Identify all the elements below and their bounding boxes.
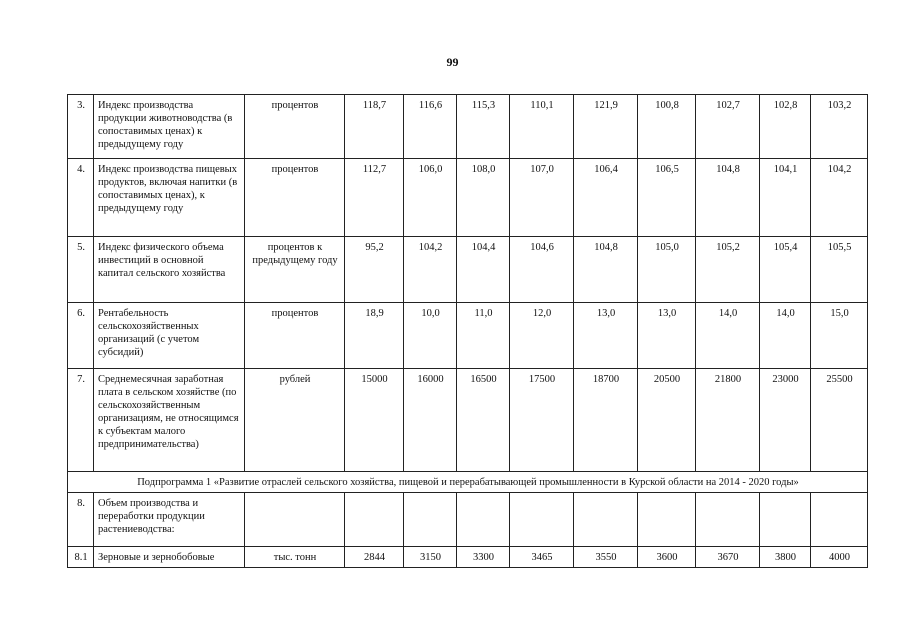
value-cell: 121,9: [574, 95, 638, 159]
value-cell: 115,3: [457, 95, 510, 159]
indicator-name: Индекс физического объема инвестиций в основной капитал сельского хозяйства: [94, 237, 245, 303]
value-cell: 104,2: [811, 159, 868, 237]
value-cell: [760, 493, 811, 547]
value-cell: 100,8: [638, 95, 696, 159]
value-cell: 17500: [510, 369, 574, 472]
value-cell: [457, 493, 510, 547]
value-cell: 104,8: [574, 237, 638, 303]
value-cell: 12,0: [510, 303, 574, 369]
value-cell: 105,0: [638, 237, 696, 303]
unit: тыс. тонн: [245, 547, 345, 568]
row-number: 8.1: [68, 547, 94, 568]
value-cell: 95,2: [345, 237, 404, 303]
value-cell: 18700: [574, 369, 638, 472]
row-number: 4.: [68, 159, 94, 237]
unit: рублей: [245, 369, 345, 472]
table-row: [68, 237, 868, 303]
value-cell: 116,6: [404, 95, 457, 159]
unit: процентов: [245, 159, 345, 237]
value-cell: 4000: [811, 547, 868, 568]
value-cell: 118,7: [345, 95, 404, 159]
value-cell: 13,0: [638, 303, 696, 369]
value-cell: 110,1: [510, 95, 574, 159]
indicator-name: Среднемесячная заработная плата в сельском хозяйстве (по сельскохозяйственным организациям, не относящимся к субъектам малого предпринимательства): [94, 369, 245, 472]
value-cell: 104,6: [510, 237, 574, 303]
row-number: 7.: [68, 369, 94, 472]
row-number: 6.: [68, 303, 94, 369]
table-row: [68, 303, 868, 369]
value-cell: 102,8: [760, 95, 811, 159]
subprogram-row: [68, 472, 868, 493]
value-cell: 104,1: [760, 159, 811, 237]
value-cell: 3150: [404, 547, 457, 568]
value-cell: 15,0: [811, 303, 868, 369]
unit: процентов: [245, 303, 345, 369]
value-cell: 3465: [510, 547, 574, 568]
value-cell: 21800: [696, 369, 760, 472]
value-cell: 104,4: [457, 237, 510, 303]
value-cell: 20500: [638, 369, 696, 472]
table-row: [68, 369, 868, 472]
table-row: [68, 493, 868, 547]
value-cell: 16000: [404, 369, 457, 472]
value-cell: 104,2: [404, 237, 457, 303]
value-cell: 108,0: [457, 159, 510, 237]
value-cell: 105,4: [760, 237, 811, 303]
value-cell: 107,0: [510, 159, 574, 237]
value-cell: 14,0: [760, 303, 811, 369]
value-cell: 106,4: [574, 159, 638, 237]
unit: [245, 493, 345, 547]
indicator-name: Зерновые и зернобобовые: [94, 547, 245, 568]
table-row: [68, 547, 868, 568]
indicator-name: Индекс производства продукции животноводства (в сопоставимых ценах) к предыдущему году: [94, 95, 245, 159]
table-row: [68, 159, 868, 237]
row-number: 5.: [68, 237, 94, 303]
value-cell: 3550: [574, 547, 638, 568]
subprogram-title: Подпрограмма 1 «Развитие отраслей сельского хозяйства, пищевой и перерабатывающей промышленности в Курской области на 2014 - 2020 годы»: [68, 472, 868, 493]
value-cell: 25500: [811, 369, 868, 472]
value-cell: 3300: [457, 547, 510, 568]
value-cell: 11,0: [457, 303, 510, 369]
unit: процентов: [245, 95, 345, 159]
value-cell: [574, 493, 638, 547]
value-cell: 3600: [638, 547, 696, 568]
value-cell: 106,5: [638, 159, 696, 237]
row-number: 3.: [68, 95, 94, 159]
row-number: 8.: [68, 493, 94, 547]
value-cell: 105,2: [696, 237, 760, 303]
value-cell: [510, 493, 574, 547]
table-row: [68, 95, 868, 159]
value-cell: 14,0: [696, 303, 760, 369]
value-cell: 105,5: [811, 237, 868, 303]
value-cell: 3800: [760, 547, 811, 568]
value-cell: 2844: [345, 547, 404, 568]
value-cell: 104,8: [696, 159, 760, 237]
value-cell: 106,0: [404, 159, 457, 237]
value-cell: 112,7: [345, 159, 404, 237]
page-number: 99: [446, 55, 459, 69]
value-cell: 3670: [696, 547, 760, 568]
value-cell: 102,7: [696, 95, 760, 159]
indicator-name: Рентабельность сельскохозяйственных организаций (с учетом субсидий): [94, 303, 245, 369]
value-cell: 16500: [457, 369, 510, 472]
value-cell: 10,0: [404, 303, 457, 369]
indicator-name: Объем производства и переработки продукции растениеводства:: [94, 493, 245, 547]
value-cell: [345, 493, 404, 547]
value-cell: [404, 493, 457, 547]
value-cell: 13,0: [574, 303, 638, 369]
indicator-name: Индекс производства пищевых продуктов, включая напитки (в сопоставимых ценах), к предыдущему году: [94, 159, 245, 237]
unit: процентов к предыдущему году: [245, 237, 345, 303]
value-cell: [696, 493, 760, 547]
value-cell: 18,9: [345, 303, 404, 369]
value-cell: [811, 493, 868, 547]
value-cell: [638, 493, 696, 547]
value-cell: 15000: [345, 369, 404, 472]
value-cell: 103,2: [811, 95, 868, 159]
indicators-table: [67, 94, 868, 568]
value-cell: 23000: [760, 369, 811, 472]
